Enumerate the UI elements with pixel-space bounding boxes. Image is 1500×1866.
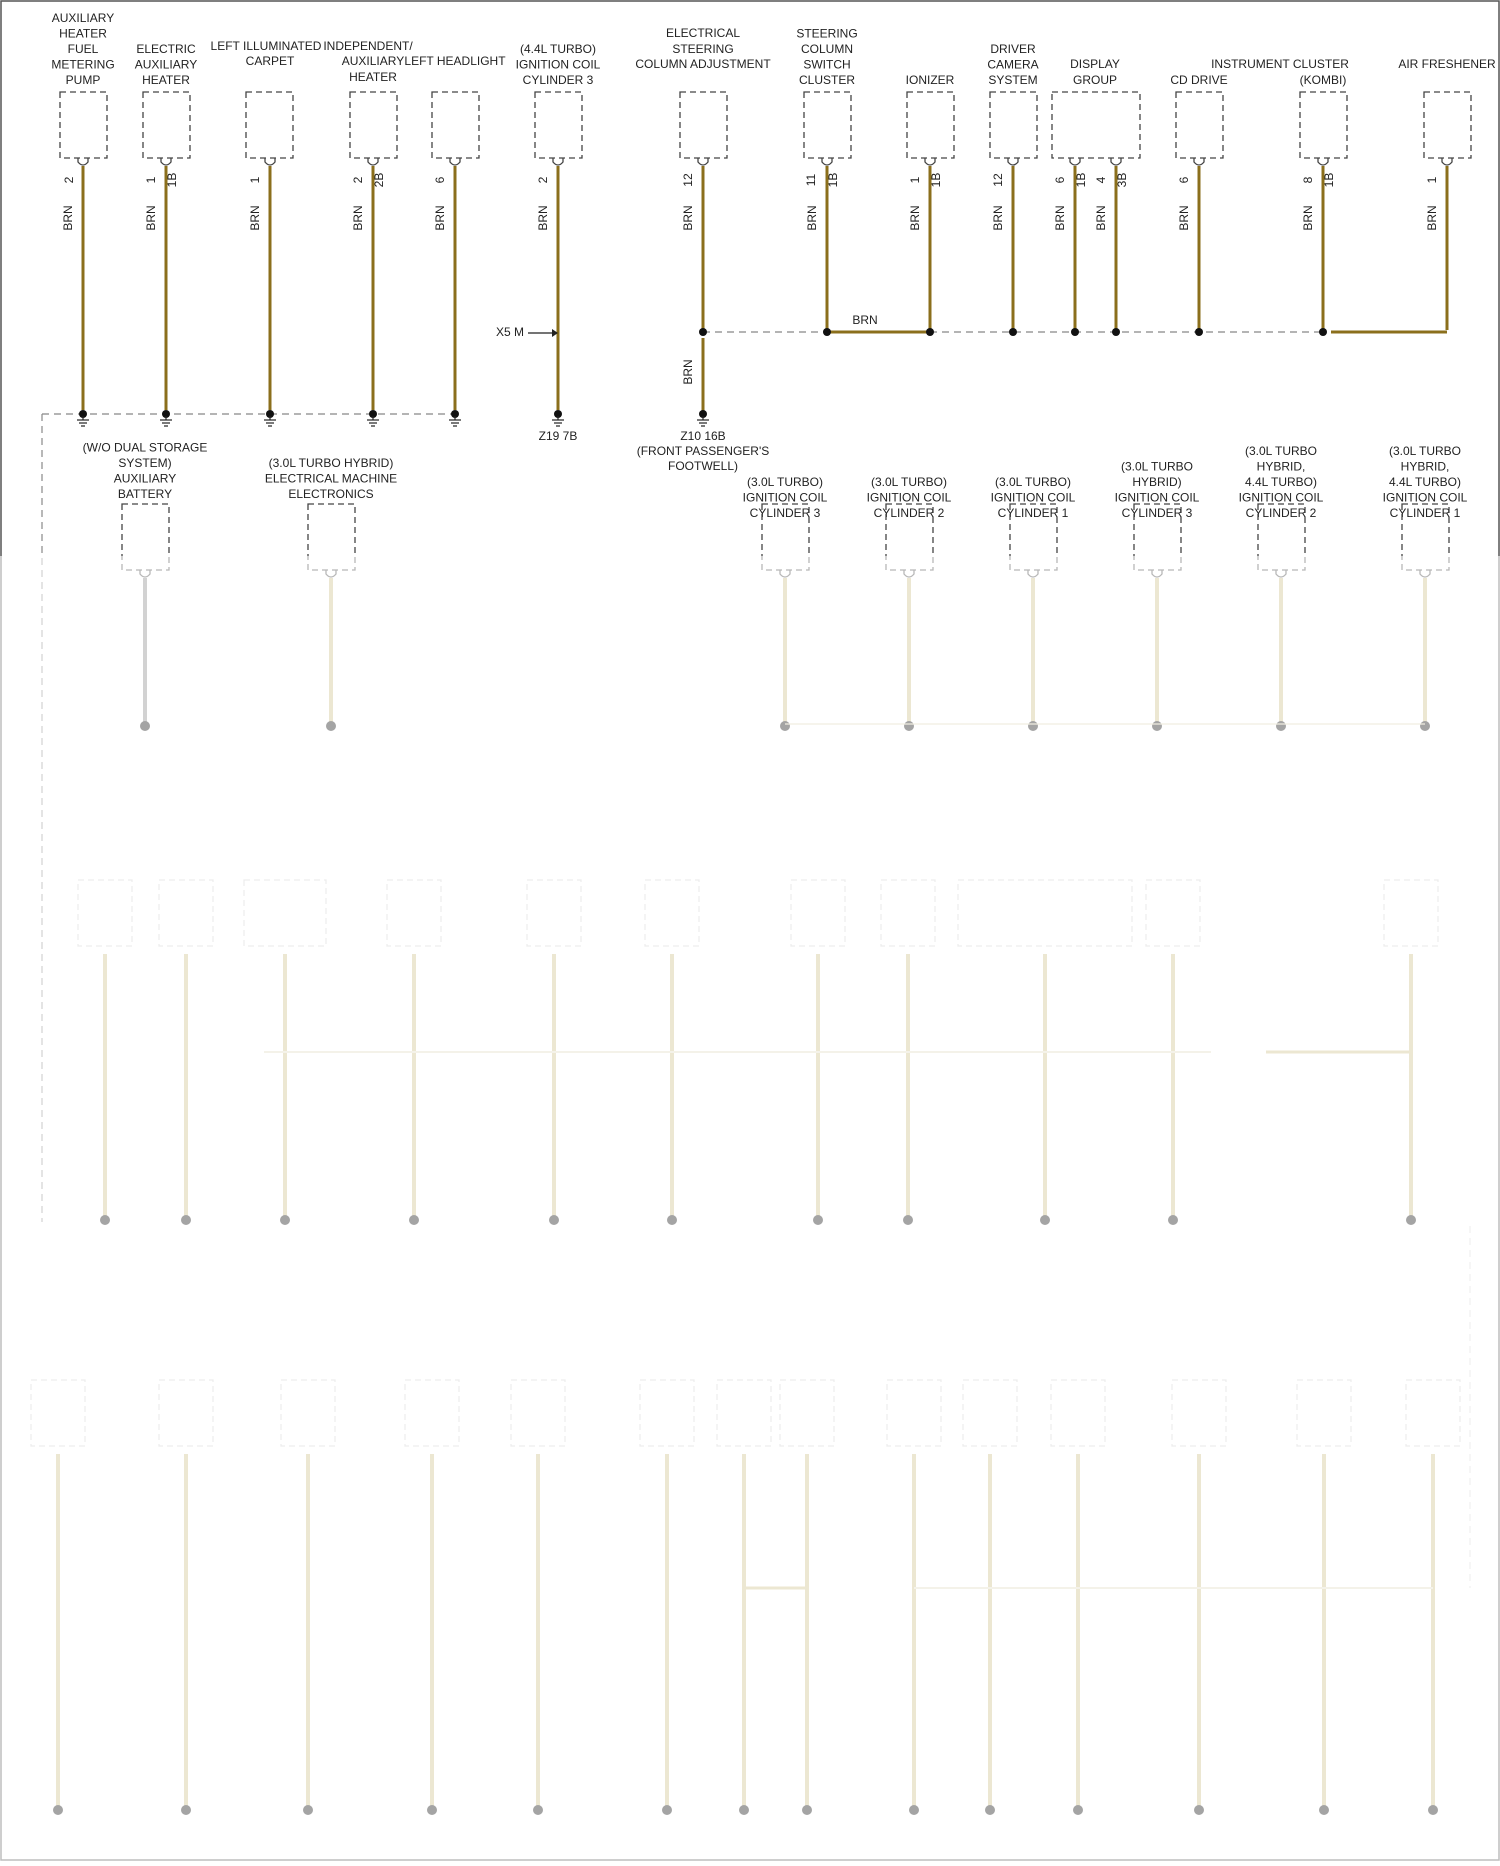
display-group-pin-tab [1070,158,1080,165]
display-group-wire-color-code: BRN [1094,205,1108,231]
ign-coil-30-cyl3-label-line: CYLINDER 3 [749,506,821,520]
independent-aux-heater-label-line: INDEPENDENT/ [323,39,413,53]
aux-battery-label-line: (W/O DUAL STORAGE [82,440,208,455]
cd-drive-label-line: CD DRIVE [1170,73,1228,87]
elec-machine-electronics-box [308,504,355,570]
row3-component-3-box [387,880,441,946]
steering-col-switch-pin-number: 1B [826,172,840,188]
aux-battery-box [122,504,169,570]
row4-component-6-end-node [739,1805,749,1815]
row3-component-3-end-node [409,1215,419,1225]
ign-coil-cyl3-44-box [535,92,582,158]
aux-battery-end-node [140,721,150,731]
cd-drive-pin-tab [1194,158,1204,165]
steering-col-switch-label-line: COLUMN [800,42,854,56]
splice-node-7 [1319,328,1327,336]
left-illuminated-carpet-pin-number: 1 [248,176,262,184]
row4-component-1-box [159,1380,213,1446]
left-illuminated-carpet-box [246,92,293,158]
aux-battery-pin-tab [140,570,150,577]
aux-battery-label-line: AUXILIARY [113,471,177,486]
elec-steering-col-pin-number: 12 [681,173,695,187]
instrument-cluster-label-line: INSTRUMENT CLUSTER [1211,57,1349,71]
independent-aux-heater-pin-number: 2B [372,172,386,188]
row3-component-0-end-node [100,1215,110,1225]
splice-node-0 [699,328,707,336]
air-freshener-pin-number: 1 [1425,176,1439,184]
instrument-cluster-wire-color-code: BRN [1301,205,1315,231]
steering-col-switch-pin-tab [822,158,832,165]
row3-component-4-box [527,880,581,946]
elec-machine-electronics-label-line: ELECTRICAL MACHINE [264,471,398,486]
row4-component-3-end-node [427,1805,437,1815]
page-border [1,1,1499,1860]
row4-component-9-end-node [985,1805,995,1815]
ign-coil-30h44-cyl1-label-line: 4.4L TURBO) [1388,475,1462,489]
independent-aux-heater-box [350,92,397,158]
row4-component-7-box [780,1380,834,1446]
row3-component-8-end-node [1040,1215,1050,1225]
row4-component-10-box [1051,1380,1105,1446]
z10-ground-label: Z10 16B [680,429,726,443]
ign-coil-30-cyl3-label-line: IGNITION COIL [742,490,828,505]
ign-coil-30h44-cyl1-label-line: CYLINDER 1 [1389,506,1461,520]
row4-component-13-end-node [1428,1805,1438,1815]
row4-component-2-box [281,1380,335,1446]
display-group-pin-number: 6 [1053,176,1067,184]
ign-coil-30h44-cyl1-label-line: HYBRID, [1400,459,1450,474]
ign-coil-cyl3-44-wire-color-code: BRN [536,205,550,231]
ign-coil-30h-cyl3-label-line: IGNITION COIL [1114,490,1200,505]
display-group-pin-number: 1B [1074,172,1088,188]
left-illuminated-carpet-wire-color-code: BRN [248,205,262,231]
ign-coil-30h44-cyl2-label-line: HYBRID, [1256,459,1306,474]
steering-col-switch-label-line: STEERING [796,26,858,41]
row3-component-5-end-node [667,1215,677,1225]
ign-coil-30h-cyl3-label-line: (3.0L TURBO [1120,459,1194,474]
driver-camera-wire-color-code: BRN [991,205,1005,231]
ign-coil-30h44-cyl2-label-line: 4.4L TURBO) [1244,475,1318,489]
row3-component-7-end-node [903,1215,913,1225]
elec-steering-col-label-line: STEERING [672,42,734,56]
independent-aux-heater-pin-tab [368,158,378,165]
row4-component-11-end-node [1194,1805,1204,1815]
display-group-wire-color-code: BRN [1053,205,1067,231]
elec-machine-electronics-end-node [326,721,336,731]
driver-camera-pin-tab [1008,158,1018,165]
air-freshener-wire-color-code: BRN [1425,205,1439,231]
left-headlight-box [432,92,479,158]
cd-drive-box [1176,92,1223,158]
left-headlight-label-line: LEFT HEADLIGHT [404,54,506,68]
instrument-cluster-pin-tab [1318,158,1328,165]
row4-component-1-end-node [181,1805,191,1815]
row4-component-2-end-node [303,1805,313,1815]
row4-component-12-end-node [1319,1805,1329,1815]
left-headlight-wire-color-code: BRN [433,205,447,231]
independent-aux-heater-pin-number: 2 [351,176,365,184]
row4-component-5-box [640,1380,694,1446]
row4-component-13-box [1406,1380,1460,1446]
ign-coil-30h-cyl3-pin-tab [1152,570,1162,577]
ionizer-box [907,92,954,158]
display-group-pin-number: 4 [1094,176,1108,184]
x5m-label: X5 M [495,325,525,339]
row4-component-8-end-node [909,1805,919,1815]
ign-coil-30-cyl3-end-node [780,721,790,731]
electric-aux-heater-label-line: HEATER [142,73,190,87]
row3-component-9-end-node [1168,1215,1178,1225]
ign-coil-30h44-cyl1-label-line: (3.0L TURBO [1388,444,1462,458]
independent-aux-heater-label-line: HEATER [349,70,397,84]
row4-component-12-box [1297,1380,1351,1446]
ign-coil-30h44-cyl1-label-line: IGNITION COIL [1382,490,1468,505]
splice-node-1 [823,328,831,336]
ign-coil-cyl3-44-pin-number: 2 [536,176,550,184]
splice-node-5 [1112,328,1120,336]
ign-coil-30h44-cyl1-pin-tab [1420,570,1430,577]
left-illuminated-carpet-label-line: LEFT ILLUMINATED [210,39,322,53]
z10-wire-color-code: BRN [681,359,695,385]
ign-coil-30-cyl1-label-line: CYLINDER 1 [997,506,1069,520]
row3-component-0-box [78,880,132,946]
instrument-cluster-pin-number: 8 [1301,176,1315,184]
row4-component-7-end-node [802,1805,812,1815]
air-freshener-pin-tab [1442,158,1452,165]
elec-machine-electronics-label-line: ELECTRONICS [288,487,374,501]
row3-component-9-box [1146,880,1200,946]
independent-aux-heater-label-line: AUXILIARY [341,54,405,68]
splice-node-4 [1071,328,1079,336]
row4-component-9-box [963,1380,1017,1446]
instrument-cluster-label-line: (KOMBI) [1299,73,1347,87]
elec-steering-col-label-line: COLUMN ADJUSTMENT [635,57,771,71]
aux-heater-fuel-pump-label-line: PUMP [65,73,101,87]
row3-component-1-box [159,880,213,946]
left-headlight-pin-tab [450,158,460,165]
row3-component-10-end-node [1406,1215,1416,1225]
row3-component-2-end-node [280,1215,290,1225]
elec-steering-col-wire-color-code: BRN [681,205,695,231]
row4-component-6-box [717,1380,771,1446]
row3-component-5-box [645,880,699,946]
aux-battery-label-line: BATTERY [117,487,173,501]
ign-coil-30h44-cyl2-label-line: CYLINDER 2 [1245,506,1317,520]
ign-coil-cyl3-44-label-line: CYLINDER 3 [522,73,594,87]
aux-heater-fuel-pump-label-line: METERING [51,57,115,72]
ign-coil-cyl3-44-label-line: (4.4L TURBO) [519,42,597,56]
aux-heater-fuel-pump-box [60,92,107,158]
row3-component-8-box [958,880,1132,946]
driver-camera-label-line: DRIVER [990,42,1036,56]
elec-steering-col-pin-tab [698,158,708,165]
electric-aux-heater-label-line: ELECTRIC [136,42,196,56]
independent-aux-heater-wire-color-code: BRN [351,205,365,231]
instrument-cluster-pin-number: 1B [1322,172,1336,188]
row4-component-0-box [31,1380,85,1446]
air-freshener-box [1424,92,1471,158]
display-group-label-line: DISPLAY [1070,57,1120,71]
display-group-box [1052,92,1140,158]
steering-col-switch-box [804,92,851,158]
row4-component-5-end-node [662,1805,672,1815]
ign-coil-30-cyl1-label-line: IGNITION COIL [990,490,1076,505]
ign-coil-30h44-cyl2-pin-tab [1276,570,1286,577]
display-group-pin-number: 3B [1115,172,1129,188]
electric-aux-heater-pin-number: 1 [144,176,158,184]
ign-coil-30h-cyl3-end-node [1152,721,1162,731]
z10-ground-label: (FRONT PASSENGER'S [636,444,770,458]
ign-coil-30h44-cyl2-label-line: (3.0L TURBO [1244,444,1318,458]
row4-component-11-box [1172,1380,1226,1446]
steering-col-switch-wire-color-code: BRN [805,205,819,231]
ign-coil-30h-cyl3-label-line: HYBRID) [1132,475,1182,489]
ign-coil-30-cyl1-label-line: (3.0L TURBO) [994,475,1072,489]
ionizer-pin-tab [925,158,935,165]
row4-component-4-box [511,1380,565,1446]
left-illuminated-carpet-pin-tab [265,158,275,165]
aux-heater-fuel-pump-label-line: FUEL [67,42,99,56]
ionizer-label-line: IONIZER [905,73,955,87]
aux-heater-fuel-pump-pin-tab [78,158,88,165]
left-headlight-pin-number: 6 [433,176,447,184]
elec-steering-col-label-line: ELECTRICAL [665,26,741,40]
aux-battery-label-line: SYSTEM) [118,456,172,470]
ign-coil-30-cyl1-end-node [1028,721,1038,731]
aux-heater-fuel-pump-label-line: AUXILIARY [51,11,115,25]
row4-component-4-end-node [533,1805,543,1815]
splice-node-6 [1195,328,1203,336]
electric-aux-heater-pin-tab [161,158,171,165]
cd-drive-wire-color-code: BRN [1177,205,1191,231]
left-illuminated-carpet-label-line: CARPET [245,54,295,68]
row3-component-10-box [1384,880,1438,946]
aux-heater-fuel-pump-label-line: HEATER [59,26,107,41]
electric-aux-heater-label-line: AUXILIARY [134,57,198,72]
row3-component-4-end-node [549,1215,559,1225]
ign-coil-30h44-cyl2-label-line: IGNITION COIL [1238,490,1324,505]
display-group-label-line: GROUP [1072,73,1118,87]
steering-col-switch-pin-number: 11 [804,173,818,187]
row3-component-2-box [244,880,326,946]
ign-coil-30-cyl3-label-line: (3.0L TURBO) [746,475,824,489]
instrument-cluster-box [1300,92,1347,158]
ionizer-pin-number: 1 [908,176,922,184]
air-freshener-label-line: AIR FRESHENER [1398,57,1496,71]
row3-component-6-box [791,880,845,946]
z10-ground-label: FOOTWELL) [667,459,739,473]
row3-component-6-end-node [813,1215,823,1225]
ign-coil-30h44-cyl2-end-node [1276,721,1286,731]
ionizer-pin-number: 1B [929,172,943,188]
splice-node-2 [926,328,934,336]
ign-coil-30-cyl2-pin-tab [904,570,914,577]
elec-machine-electronics-pin-tab [326,570,336,577]
row3-component-1-end-node [181,1215,191,1225]
cd-drive-pin-number: 6 [1177,176,1191,184]
elec-machine-electronics-label-line: (3.0L TURBO HYBRID) [268,456,394,470]
row4-component-8-box [887,1380,941,1446]
driver-camera-label-line: CAMERA [987,57,1039,72]
ign-coil-cyl3-44-label-line: IGNITION COIL [515,57,601,72]
driver-camera-pin-number: 12 [991,173,1005,187]
row4-component-0-end-node [53,1805,63,1815]
ign-coil-30h44-cyl1-end-node [1420,721,1430,731]
ign-coil-30-cyl2-end-node [904,721,914,731]
ign-coil-30-cyl2-label-line: CYLINDER 2 [873,506,945,520]
electric-aux-heater-pin-number: 1B [165,172,179,188]
steering-col-switch-label-line: CLUSTER [798,73,856,87]
ign-coil-30-cyl1-pin-tab [1028,570,1038,577]
steering-col-switch-label-line: SWITCH [803,57,851,72]
ionizer-wire-color-code: BRN [908,205,922,231]
ign-coil-30-cyl2-label-line: IGNITION COIL [866,490,952,505]
electric-aux-heater-wire-color-code: BRN [144,205,158,231]
display-group-pin-tab [1111,158,1121,165]
driver-camera-box [990,92,1037,158]
ign-coil-30-cyl2-label-line: (3.0L TURBO) [870,475,948,489]
splice-node-3 [1009,328,1017,336]
row3-component-7-box [881,880,935,946]
aux-heater-fuel-pump-wire-color-code: BRN [61,205,75,231]
ign-coil-cyl3-44-pin-tab [553,158,563,165]
row4-component-10-end-node [1073,1805,1083,1815]
row4-component-3-box [405,1380,459,1446]
splice-wire-color-code: BRN [852,313,878,327]
electric-aux-heater-box [143,92,190,158]
driver-camera-label-line: SYSTEM [988,73,1038,87]
elec-steering-col-box [680,92,727,158]
ign-coil-30h-cyl3-label-line: CYLINDER 3 [1121,506,1193,520]
aux-heater-fuel-pump-pin-number: 2 [62,176,76,184]
z19-ground-label: Z19 7B [538,429,578,443]
ign-coil-30-cyl3-pin-tab [780,570,790,577]
